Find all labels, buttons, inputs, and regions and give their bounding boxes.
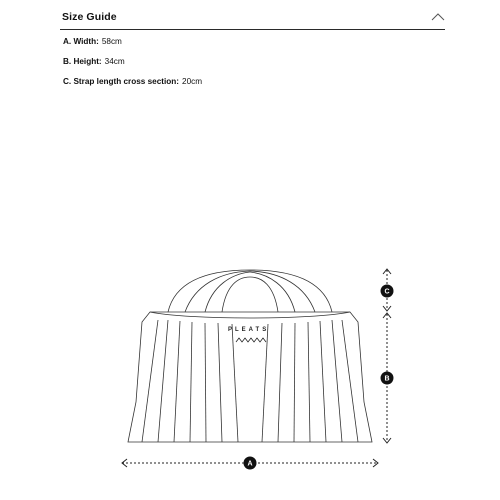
dimension-b	[381, 313, 394, 443]
brand-logo-text: PLEATS	[228, 327, 270, 333]
spec-width-value: 58cm	[101, 37, 122, 46]
spec-height-label: B. Height:	[63, 57, 102, 66]
brand-logo-zigzag	[236, 338, 266, 342]
dimension-c	[381, 269, 394, 311]
spec-strap-label: C. Strap length cross section:	[63, 77, 180, 86]
spec-width-label: A. Width:	[63, 37, 99, 46]
spec-height-value: 34cm	[104, 57, 125, 66]
marker-b-label: B	[384, 375, 390, 383]
spec-strap-value: 20cm	[182, 77, 203, 86]
dimension-a	[122, 457, 378, 470]
marker-c-label: C	[384, 288, 390, 296]
bag-illustration	[128, 270, 372, 442]
size-guide-title: Size Guide	[62, 11, 117, 23]
marker-a-label: A	[247, 460, 253, 468]
